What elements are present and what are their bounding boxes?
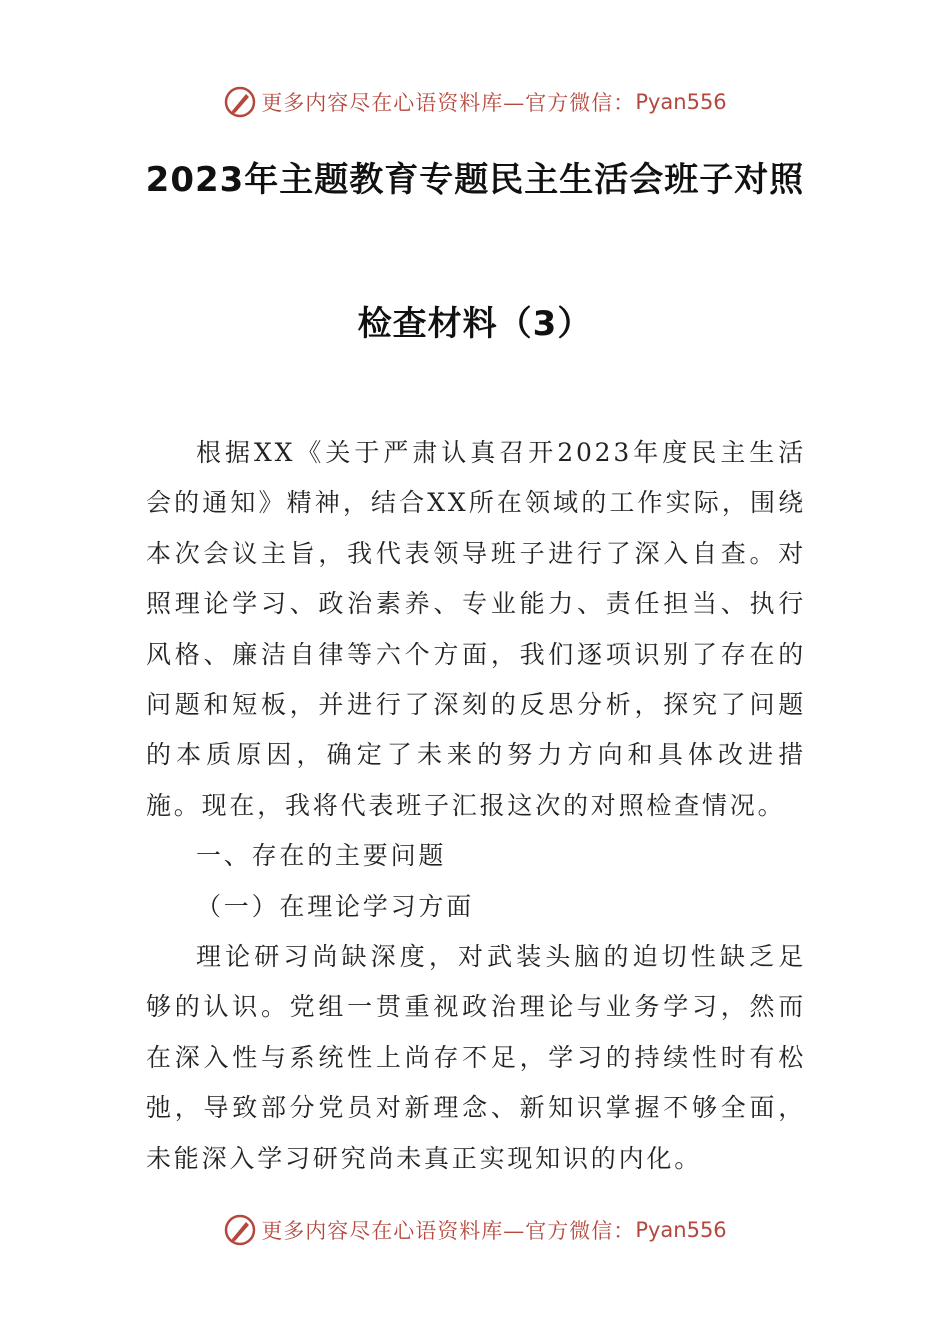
banner-wechat-id: Pyan556	[635, 1218, 727, 1242]
banner-text: 更多内容尽在心语资料库—官方微信：	[261, 1219, 636, 1243]
document-title-line-2: 检查材料（3）	[357, 304, 593, 344]
subsection-heading: （一）在理论学习方面	[196, 891, 475, 921]
pen-logo-icon	[223, 85, 257, 119]
banner-text: 更多内容尽在心语资料库—官方微信：	[261, 91, 636, 115]
footer-watermark-banner	[0, 1210, 950, 1250]
body-paragraph: 理论研习尚缺深度，对武装头脑的迫切性缺乏足够的认识。党组一贯重视政治理论与业务学习，然而在深入性与系统性上尚存不足，学习的持续性时有松弛，导致部分党员对新理念、新知识掌握不够全面，未能深入学习研究尚未真正实现知识的内化。	[146, 942, 806, 1173]
section-heading: 一、存在的主要问题	[196, 841, 447, 871]
document-title-line-1: 2023年主题教育专题民主生活会班子对照	[145, 160, 805, 200]
document-body	[146, 428, 806, 1184]
header-watermark-banner	[0, 82, 950, 122]
intro-paragraph: 根据XX《关于严肃认真召开2023年度民主生活会的通知》精神，结合XX所在领域的工作实际，围绕本次会议主旨，我代表领导班子进行了深入自查。对照理论学习、政治素养、专业能力、责任担当、执行风格、廉洁自律等六个方面，我们逐项识别了存在的问题和短板，并进行了深刻的反思分析，探究了问题的本质原因，确定了未来的努力方向和具体改进措施。现在，我将代表班子汇报这次的对照检查情况。	[146, 438, 806, 820]
banner-wechat-id: Pyan556	[635, 90, 727, 114]
pen-logo-icon	[223, 1213, 257, 1247]
